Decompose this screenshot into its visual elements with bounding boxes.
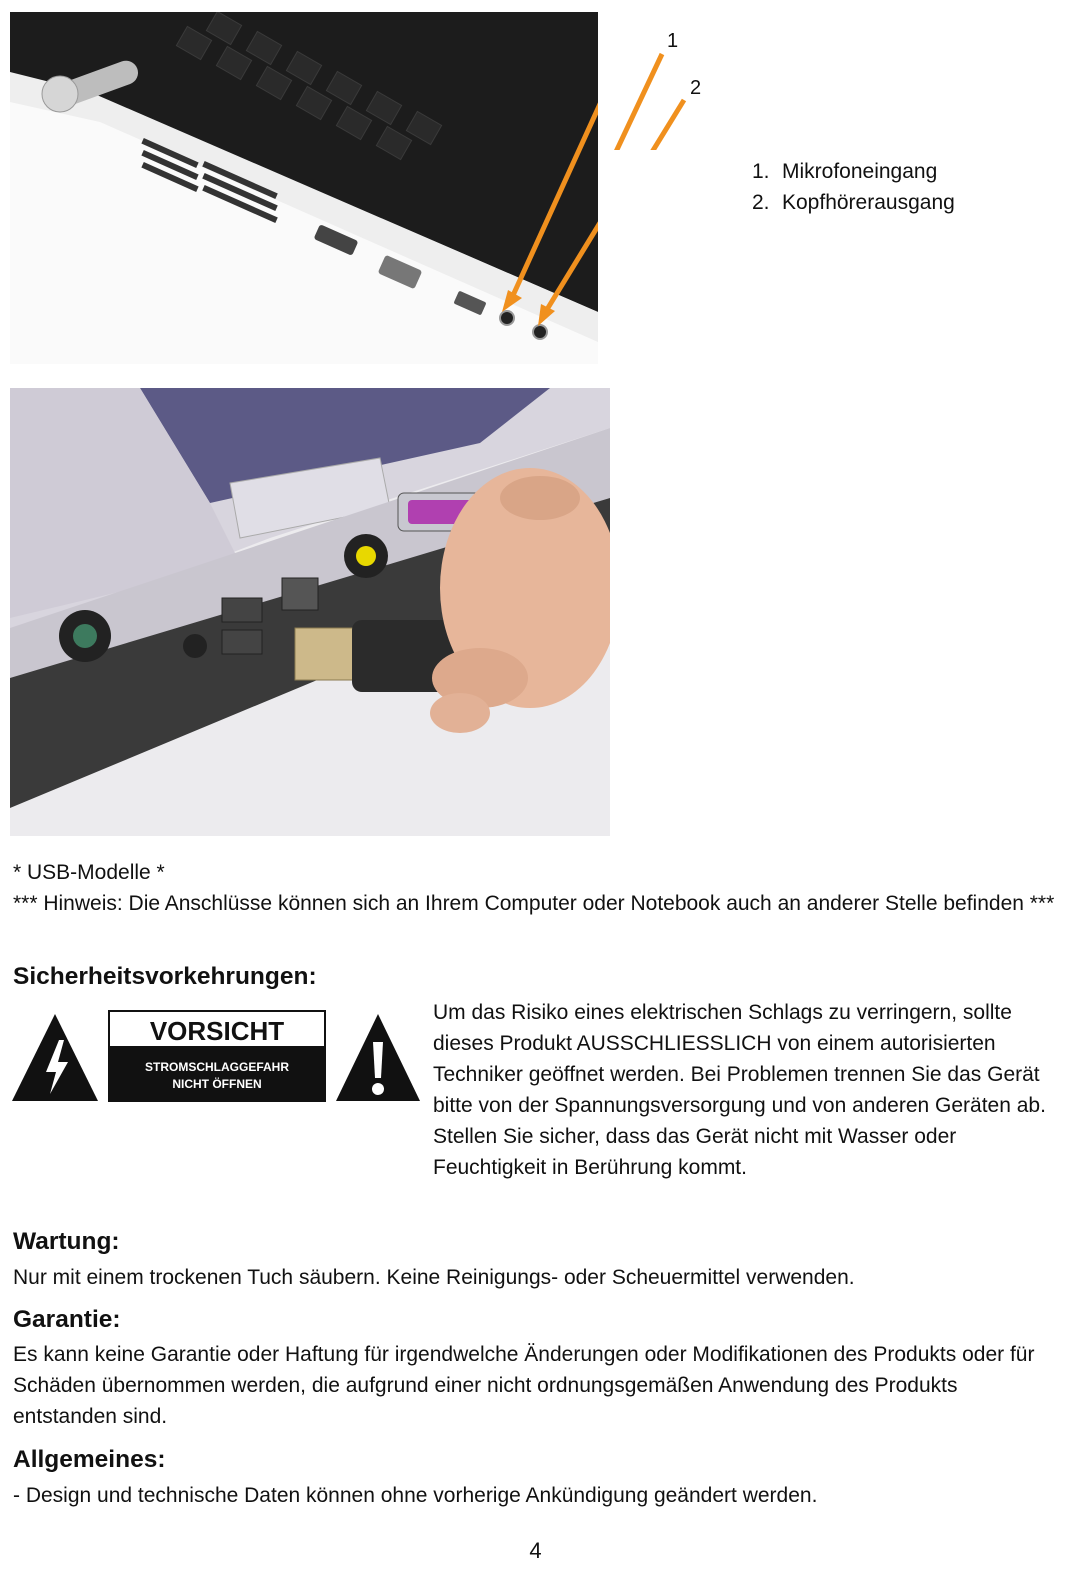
maintenance-text: Nur mit einem trockenen Tuch säubern. Keine Reinigungs- oder Scheuermittel verwenden. (13, 1266, 855, 1289)
general-heading: Allgemeines: (13, 1446, 166, 1473)
safety-text: Um das Risiko eines elektrischen Schlags zu verringern, sollte dieses Produkt AUSSCHLIESSLICH von einem autorisierten Techniker geöffnet werden. Bei Problemen trennen Sie das Gerät bitte von der Spannungsversorgung und von anderen Geräten ab. Stellen Sie sicher, dass das Gerät nicht mit Wasser oder Feuchtigkeit in Berührung kommt. (433, 1001, 1046, 1179)
ports-location-note: *** Hinweis: Die Anschlüsse können sich an Ihrem Computer oder Notebook auch an anderer Stelle befinden *** (13, 892, 1055, 915)
safety-heading: Sicherheitsvorkehrungen: (13, 963, 317, 990)
caution-sign-title: VORSICHT (149, 1016, 285, 1046)
exclamation-warning-icon (336, 1014, 420, 1101)
usb-models-label: * USB-Modelle * (13, 861, 165, 884)
port-legend (752, 156, 955, 218)
laptop-audio-ports-photo (10, 12, 598, 364)
legend-item: 2. Kopfhörerausgang (752, 191, 955, 214)
usb-plug-photo (10, 388, 610, 836)
high-voltage-warning-icon (12, 1014, 98, 1101)
warranty-text: Es kann keine Garantie oder Haftung für irgendwelche Änderungen oder Modifikationen des Produkts oder für Schäden übernommen werden, die aufgrund einer nicht ordnungsgemäßen Anwendung des Produkts entstanden sind. (13, 1343, 1035, 1428)
legend-label: Mikrofoneingang (782, 160, 938, 183)
callout-1: 1 (667, 30, 679, 52)
caution-sign-line1: STROMSCHLAGGEFAHR (145, 1060, 289, 1074)
usb-note (13, 857, 1063, 919)
caution-sign-line2: NICHT ÖFFNEN (172, 1077, 262, 1091)
legend-item: 1. Mikrofoneingang (752, 160, 938, 183)
callout-arrows (598, 40, 688, 150)
warranty-heading: Garantie: (13, 1306, 121, 1333)
page-number: 4 (529, 1538, 542, 1563)
caution-sign (108, 1010, 326, 1102)
maintenance-heading: Wartung: (13, 1228, 120, 1255)
warning-signs (12, 1010, 422, 1105)
callout-2: 2 (690, 77, 702, 99)
legend-label: Kopfhörerausgang (782, 191, 955, 214)
general-text: - Design und technische Daten können ohne vorherige Ankündigung geändert werden. (13, 1484, 818, 1507)
